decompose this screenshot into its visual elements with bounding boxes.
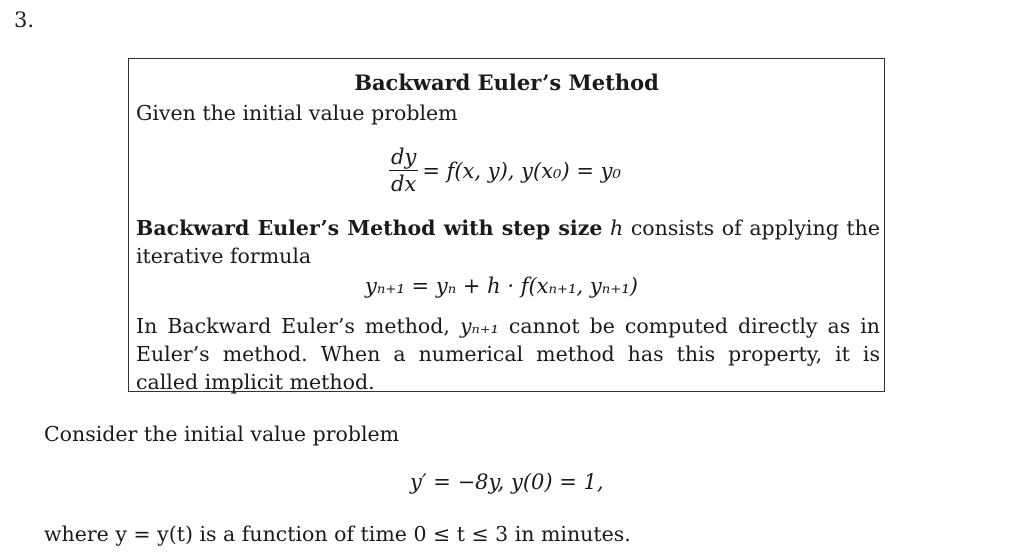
ivp-rhs: = f(x, y), y(x₀) = y₀ [422, 158, 621, 183]
fraction-denominator: dx [391, 172, 417, 196]
box-title: Backward Euler’s Method [354, 70, 659, 95]
derivative-fraction [389, 145, 418, 196]
ode-equation: y′ = −8y, y(0) = 1, [410, 470, 604, 494]
method-bold-text: Backward Euler’s Method with step size [136, 216, 603, 240]
note-part2: cannot be computed directly as in Euler’s method. When a numerical method has this property, it is called implicit method. [136, 314, 880, 394]
method-description [136, 214, 880, 270]
backward-euler-formula: yₙ₊₁ = yₙ + h · f(xₙ₊₁, yₙ₊₁) [365, 274, 638, 298]
problem-number: 3. [14, 8, 35, 32]
ivp-equation [389, 145, 621, 196]
note-part1: In Backward Euler’s method, [136, 314, 450, 338]
where-text: where y = y(t) is a function of time 0 ≤ t ≤ 3 in minutes. [44, 522, 631, 546]
fraction-numerator: dy [391, 145, 417, 169]
intro-text: Given the initial value problem [136, 101, 458, 125]
step-size-symbol: h [610, 216, 624, 240]
definition-box [128, 58, 885, 392]
note-symbol: yₙ₊₁ [459, 314, 499, 338]
implicit-note [136, 312, 880, 396]
consider-text: Consider the initial value problem [44, 422, 400, 446]
method-rest-text: consists of applying the iterative formula [136, 216, 880, 268]
